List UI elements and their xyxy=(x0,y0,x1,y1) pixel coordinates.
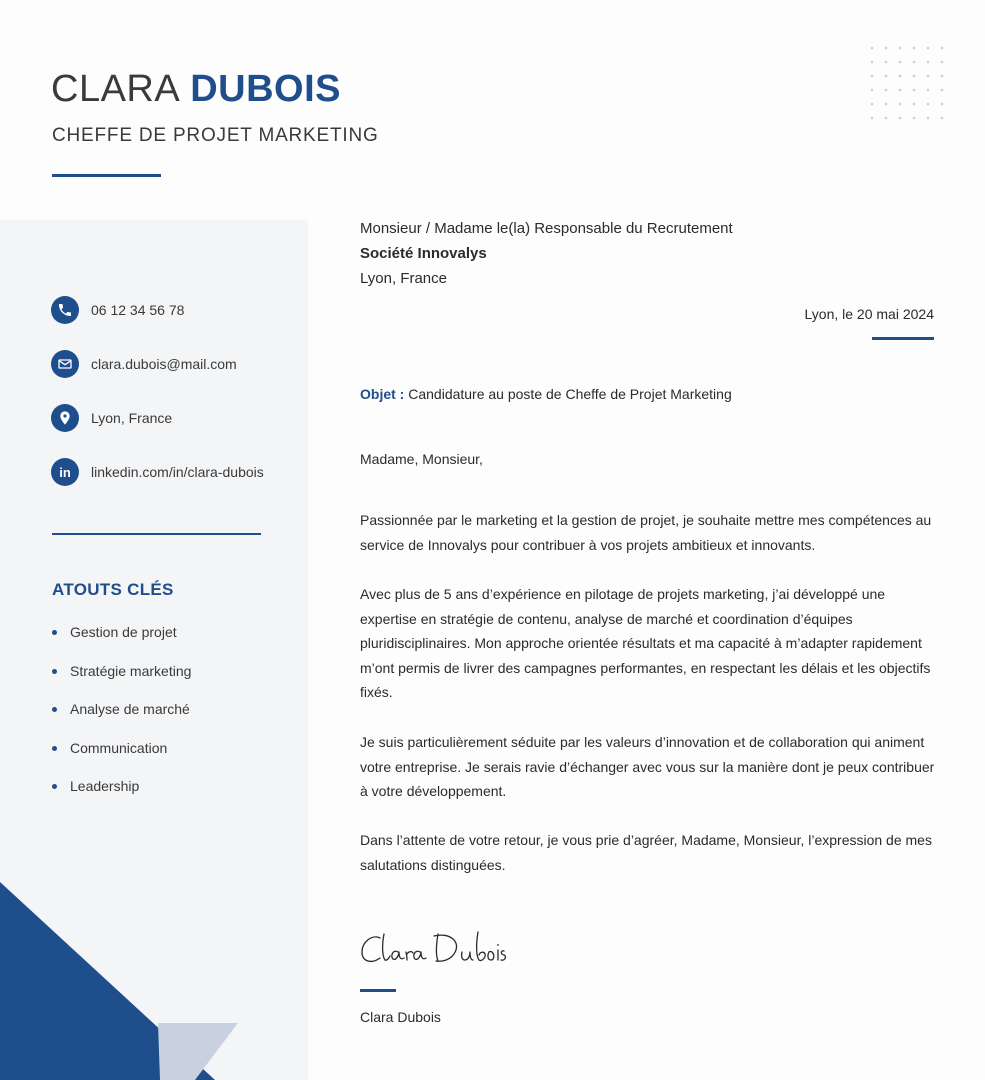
location: Lyon, France xyxy=(91,410,173,426)
phone-icon xyxy=(51,296,79,324)
bullet xyxy=(52,630,57,635)
location-pin-icon xyxy=(51,404,79,432)
job-title: CHEFFE DE PROJET MARKETING xyxy=(52,125,379,146)
recipient-block xyxy=(360,216,733,291)
dot-grid-decoration xyxy=(868,44,946,126)
paragraph-closing: Dans l’attente de votre retour, je vous prie d’agréer, Madame, Monsieur, l’expression de mes salutations distinguées. xyxy=(360,832,932,873)
letter-date: Lyon, le 20 mai 2024 xyxy=(804,306,934,322)
first-name: CLARA xyxy=(51,68,181,110)
header-divider xyxy=(52,174,161,177)
sidebar-divider xyxy=(52,533,261,535)
atout-label: Gestion de projet xyxy=(70,624,177,640)
atout-label: Communication xyxy=(70,739,168,756)
subject-text: Candidature au poste de Cheffe de Projet Marketing xyxy=(408,386,732,402)
recipient-title: Monsieur / Madame le(la) Responsable du Recrutement xyxy=(360,220,733,237)
paragraph-experience: Avec plus de 5 ans d’expérience en pilotage de projets marketing, j’ai développé une expertise en stratégie de contenu, analyse de marché et coordination d’équipes pluridisciplinaires. Mon approche orientée résultats et ma capacité à m’adapter rapidement m’ont permis de livrer des campagnes performantes, en respectant les délais et les objectifs fixés. xyxy=(360,586,931,701)
bullet xyxy=(52,669,57,674)
paragraph-intro: Passionnée par le marketing et la gestion de projet, je souhaite mettre mes compétences au service de Innovalys pour contribuer à vos projets ambitieux et innovants. xyxy=(360,512,932,553)
contact-phone xyxy=(51,296,184,324)
bullet xyxy=(52,746,57,751)
sidebar xyxy=(0,220,308,1080)
contact-linkedin xyxy=(51,458,264,486)
list-item xyxy=(52,701,191,740)
atout-label: Analyse de marché xyxy=(70,701,190,717)
atouts-heading: ATOUTS CLÉS xyxy=(52,580,174,599)
list-item xyxy=(52,778,191,817)
email-address: clara.dubois@mail.com xyxy=(91,356,237,372)
linkedin-icon xyxy=(51,458,79,486)
date-divider xyxy=(872,337,934,340)
recipient-city: Lyon, France xyxy=(360,270,447,287)
contact-location xyxy=(51,404,172,432)
atout-label: Leadership xyxy=(70,778,140,794)
atouts-list xyxy=(52,624,191,817)
linkedin-glyph: in xyxy=(59,464,71,480)
linkedin-url: linkedin.com/in/clara-dubois xyxy=(91,464,264,480)
bullet xyxy=(52,707,57,712)
atout-label: Stratégie marketing xyxy=(70,662,192,679)
list-item xyxy=(52,624,191,663)
last-name: DUBOIS xyxy=(190,68,342,110)
subject-line xyxy=(360,386,732,402)
mail-icon xyxy=(51,350,79,378)
signature-name: Clara Dubois xyxy=(360,1009,441,1025)
handwritten-signature xyxy=(358,928,508,972)
signature-divider xyxy=(360,989,396,992)
salutation: Madame, Monsieur, xyxy=(360,451,483,467)
paragraph-motivation: Je suis particulièrement séduite par les valeurs d’innovation et de collaboration qui animent votre entreprise. Je serais ravie d’échanger avec vous sur la manière dont je peux contribuer à votre développement. xyxy=(360,734,935,800)
contact-email xyxy=(51,350,237,378)
recipient-company: Société Innovalys xyxy=(360,245,487,262)
phone-number: 06 12 34 56 78 xyxy=(91,302,185,318)
list-item xyxy=(52,663,191,702)
list-item xyxy=(52,740,191,779)
candidate-name xyxy=(51,68,341,111)
bullet xyxy=(52,784,57,789)
subject-label: Objet : xyxy=(360,386,405,402)
